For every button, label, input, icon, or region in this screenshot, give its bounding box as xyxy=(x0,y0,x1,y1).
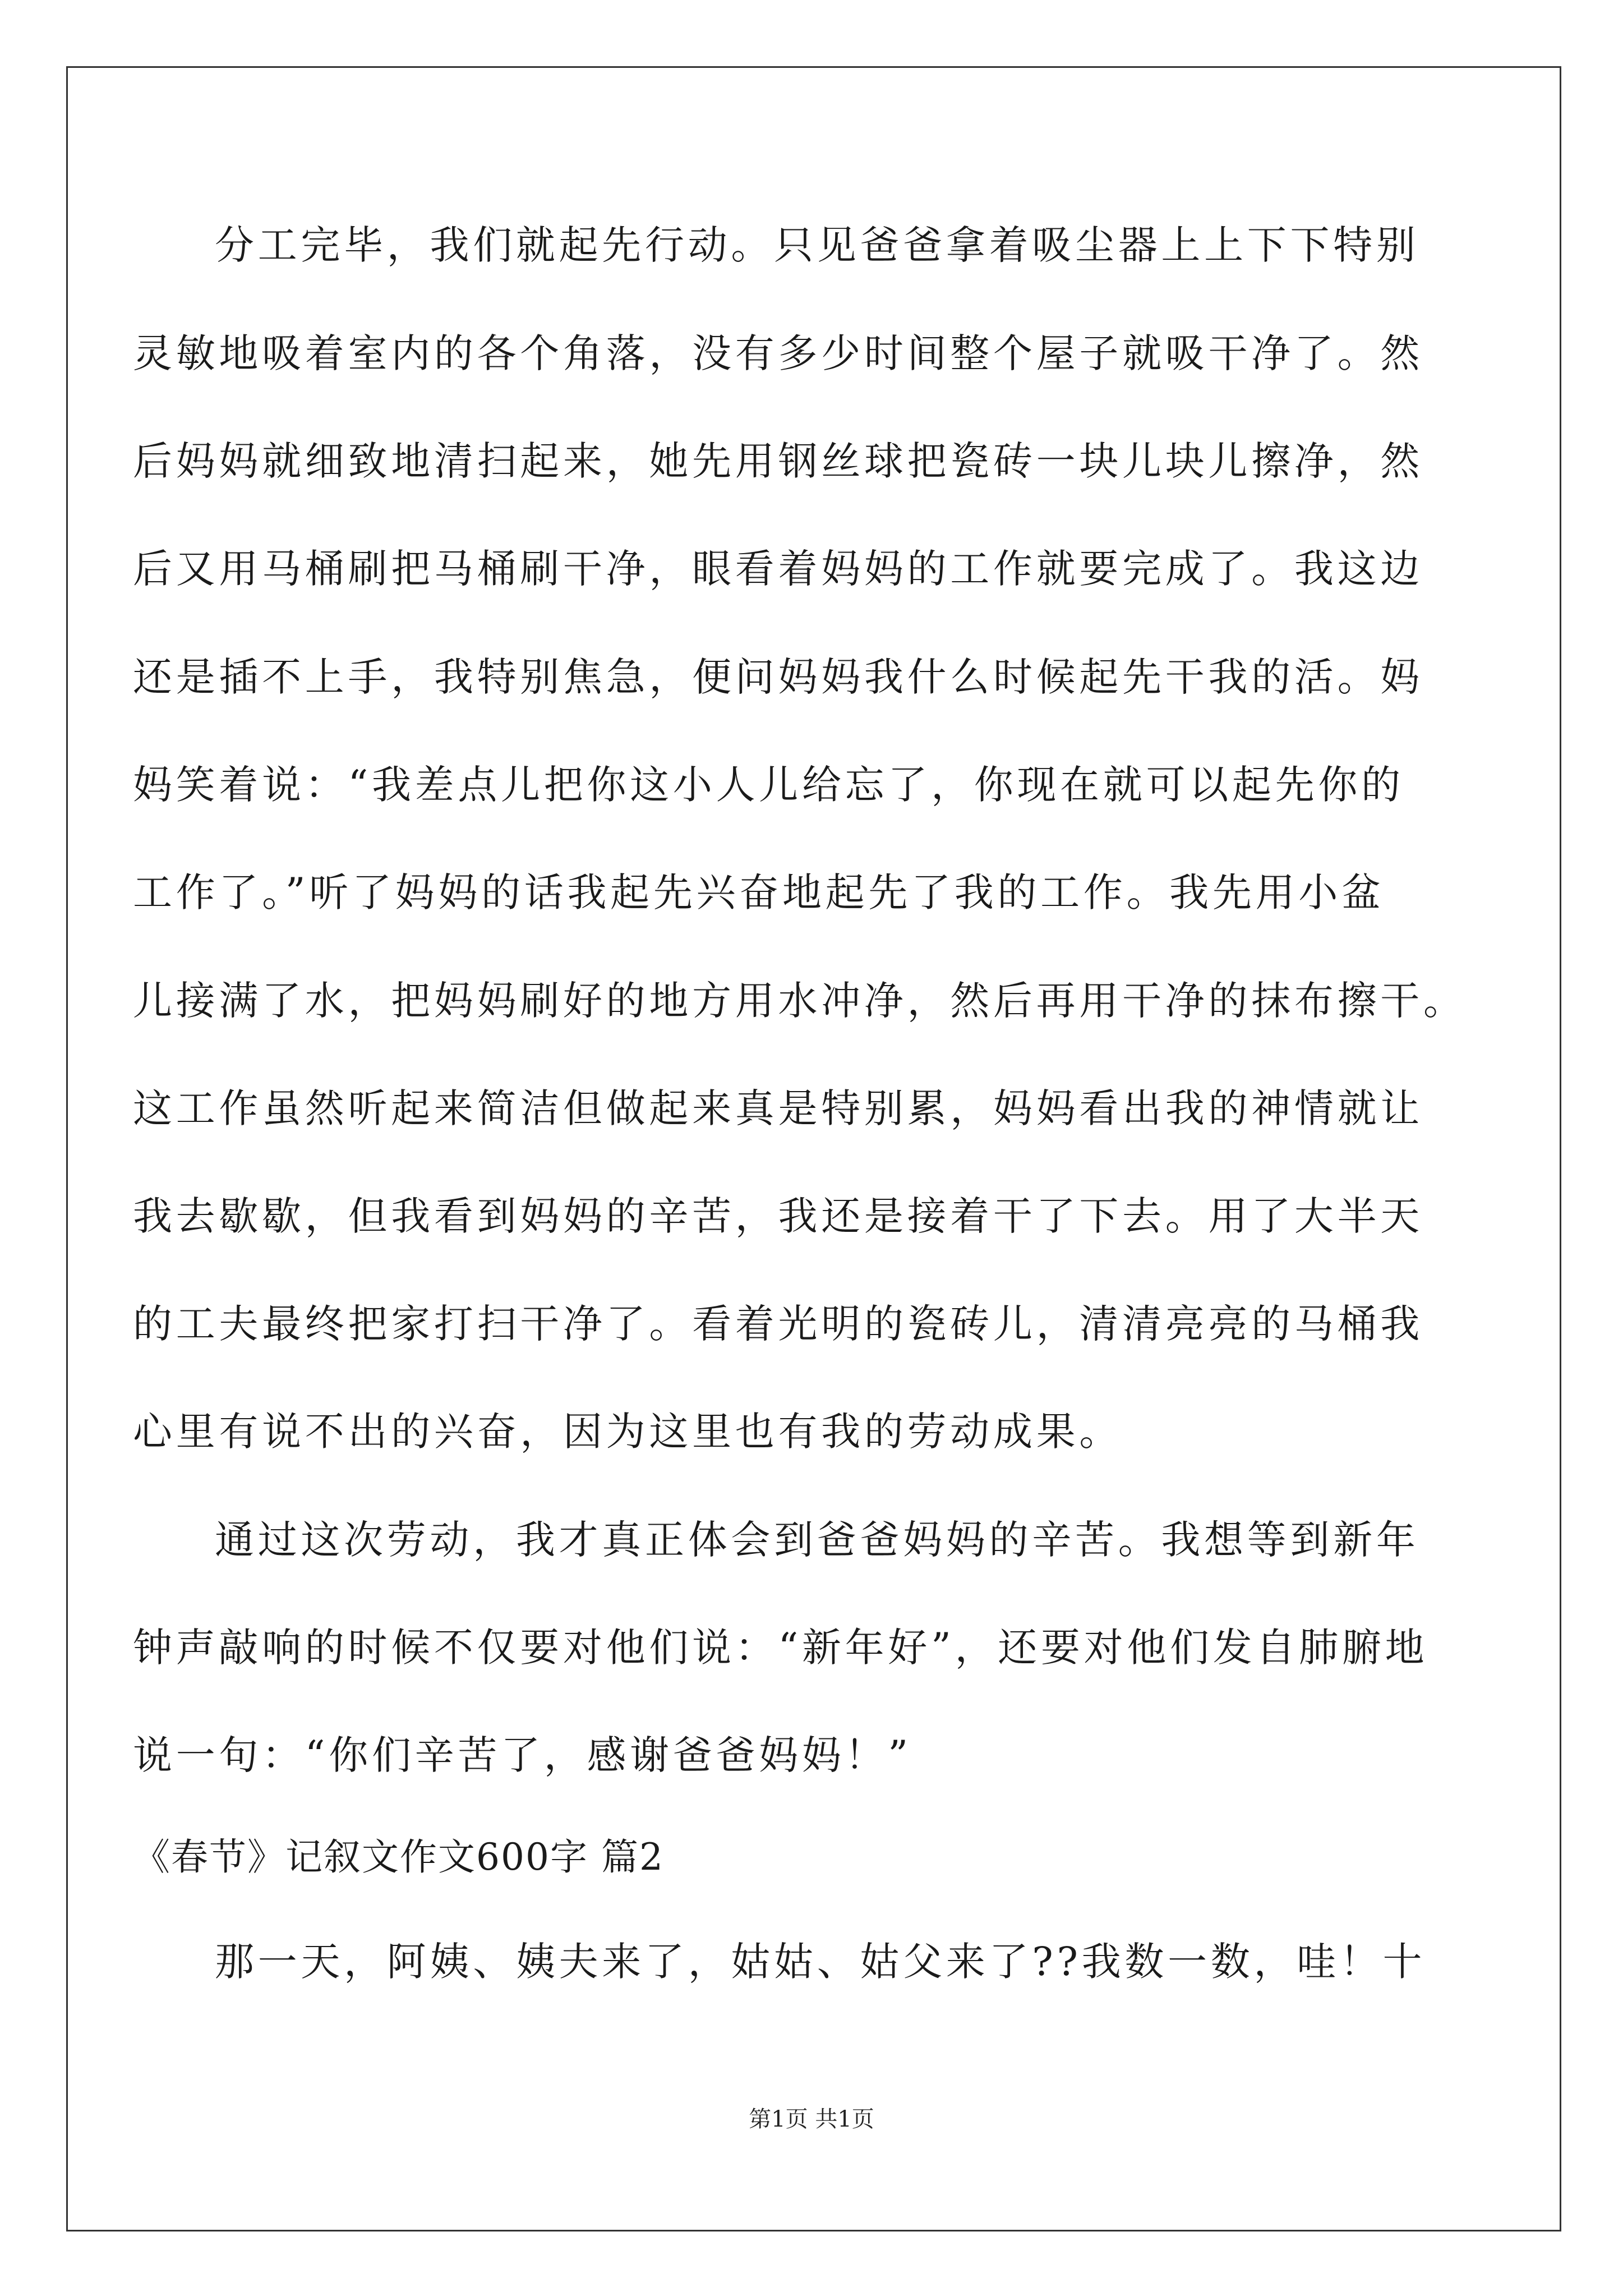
paragraph-line: 心里有说不出的兴奋，因为这里也有我的劳动成果。 xyxy=(133,1409,1123,1455)
paragraph-line: 那一天，阿姨、姨夫来了，姑姑、姑父来了??我数一数，哇！十 xyxy=(215,1939,1426,1985)
paragraph-line: 妈笑着说：“我差点儿把你这小人儿给忘了，你现在就可以起先你的 xyxy=(133,762,1404,808)
paragraph-line: 分工完毕，我们就起先行动。只见爸爸拿着吸尘器上上下下特别 xyxy=(215,222,1419,268)
paragraph-line: 钟声敲响的时候不仅要对他们说：“新年好”，还要对他们发自肺腑地 xyxy=(133,1625,1428,1671)
paragraph-line: 这工作虽然听起来简洁但做起来真是特别累，妈妈看出我的神情就让 xyxy=(133,1085,1423,1131)
paragraph-line: 的工夫最终把家打扫干净了。看着光明的瓷砖儿，清清亮亮的马桶我 xyxy=(133,1301,1423,1347)
paragraph-line: 灵敏地吸着室内的各个角落，没有多少时间整个屋子就吸干净了。然 xyxy=(133,330,1423,376)
paragraph-line: 工作了。”听了妈妈的话我起先兴奋地起先了我的工作。我先用小盆 xyxy=(133,869,1385,915)
paragraph-line: 还是插不上手，我特别焦急，便问妈妈我什么时候起先干我的活。妈 xyxy=(133,654,1423,700)
paragraph-line: 说一句：“你们辛苦了，感谢爸爸妈妈！” xyxy=(133,1732,912,1778)
paragraph-line: 儿接满了水，把妈妈刷好的地方用水冲净，然后再用干净的抹布擦干。 xyxy=(133,978,1467,1024)
page-border xyxy=(66,66,1561,2231)
paragraph-line: 通过这次劳动，我才真正体会到爸爸妈妈的辛苦。我想等到新年 xyxy=(215,1517,1419,1563)
page-number-footer: 第1页 共1页 xyxy=(749,2106,874,2132)
paragraph-line: 后妈妈就细致地清扫起来，她先用钢丝球把瓷砖一块儿块儿擦净，然 xyxy=(133,438,1423,484)
paragraph-line: 我去歇歇，但我看到妈妈的辛苦，我还是接着干了下去。用了大半天 xyxy=(133,1193,1423,1239)
paragraph-line: 后又用马桶刷把马桶刷干净，眼看着妈妈的工作就要完成了。我这边 xyxy=(133,546,1423,592)
section-heading: 《春节》记叙文作文600字 篇2 xyxy=(133,1835,664,1879)
